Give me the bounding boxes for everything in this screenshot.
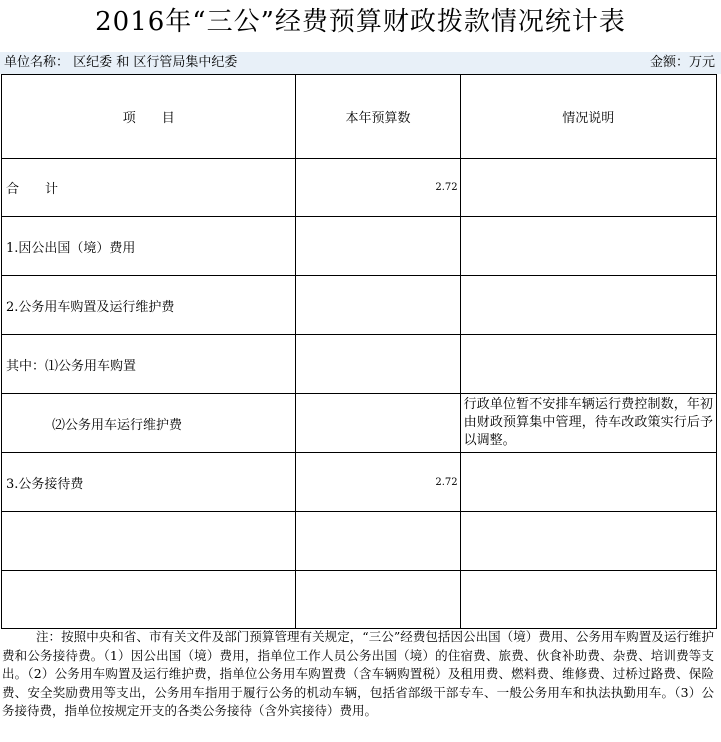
row-item: 1.因公出国（境）费用 [2, 217, 296, 276]
header-budget: 本年预算数 [296, 75, 460, 159]
row-budget [296, 394, 460, 453]
row-note [460, 571, 716, 629]
row-item [2, 571, 296, 629]
row-item: 其中：⑴公务用车购置 [2, 335, 296, 394]
table-row [2, 571, 717, 629]
header-note: 情况说明 [460, 75, 716, 159]
row-budget [296, 217, 460, 276]
row-note [460, 159, 716, 217]
header-item: 项 目 [2, 75, 296, 159]
table-row [2, 335, 717, 394]
row-item: 合 计 [2, 159, 296, 217]
table-row [2, 159, 717, 217]
table-header-row [2, 75, 717, 159]
budget-table [1, 74, 717, 629]
row-budget [296, 335, 460, 394]
row-note [460, 217, 716, 276]
row-budget [296, 512, 460, 571]
row-note [460, 512, 716, 571]
footnote: 注：按照中央和省、市有关文件及部门预算管理有关规定，“三公”经费包括因公出国（境）费用、公务用车购置及运行维护费和公务接待费。（1）因公出国（境）费用，指单位工作人员公务出国（境）的住宿费、旅费、伙食补助费、杂费、培训费等支出。（2）公务用车购置及运行维护费，指单位公务用车购置费（含车辆购置税）及租用费、燃料费、维修费、过桥过路费、保险费、安全奖励费用等支出，公务用车指用于履行公务的机动车辆，包括省部级干部专车、一般公务用车和执法执勤用车。（3）公务接待费，指单位按规定开支的各类公务接待（含外宾接待）费用。 [2, 629, 714, 718]
table-row [2, 453, 717, 512]
page-title: 2016年“三公”经费预算财政拨款情况统计表 [95, 7, 626, 37]
table-row [2, 217, 717, 276]
amount-unit: 金额：万元 [649, 55, 715, 70]
row-budget [296, 571, 460, 629]
row-note [460, 453, 716, 512]
unit-info-bar [0, 52, 721, 74]
row-item: ⑵公务用车运行维护费 [2, 394, 296, 453]
row-item: 2.公务用车购置及运行维护费 [2, 276, 296, 335]
unit-name: 单位名称： 区纪委 和 区行管局集中纪委 [4, 55, 238, 70]
row-note [460, 276, 716, 335]
row-item: 3.公务接待费 [2, 453, 296, 512]
row-budget [296, 276, 460, 335]
table-row [2, 394, 717, 453]
row-item [2, 512, 296, 571]
row-note: 行政单位暂不安排车辆运行费控制数，年初由财政预算集中管理，待车改政策实行后予以调整。 [460, 394, 716, 453]
table-row [2, 276, 717, 335]
row-budget: 2.72 [296, 453, 460, 512]
row-note [460, 335, 716, 394]
row-budget: 2.72 [296, 159, 460, 217]
table-row [2, 512, 717, 571]
